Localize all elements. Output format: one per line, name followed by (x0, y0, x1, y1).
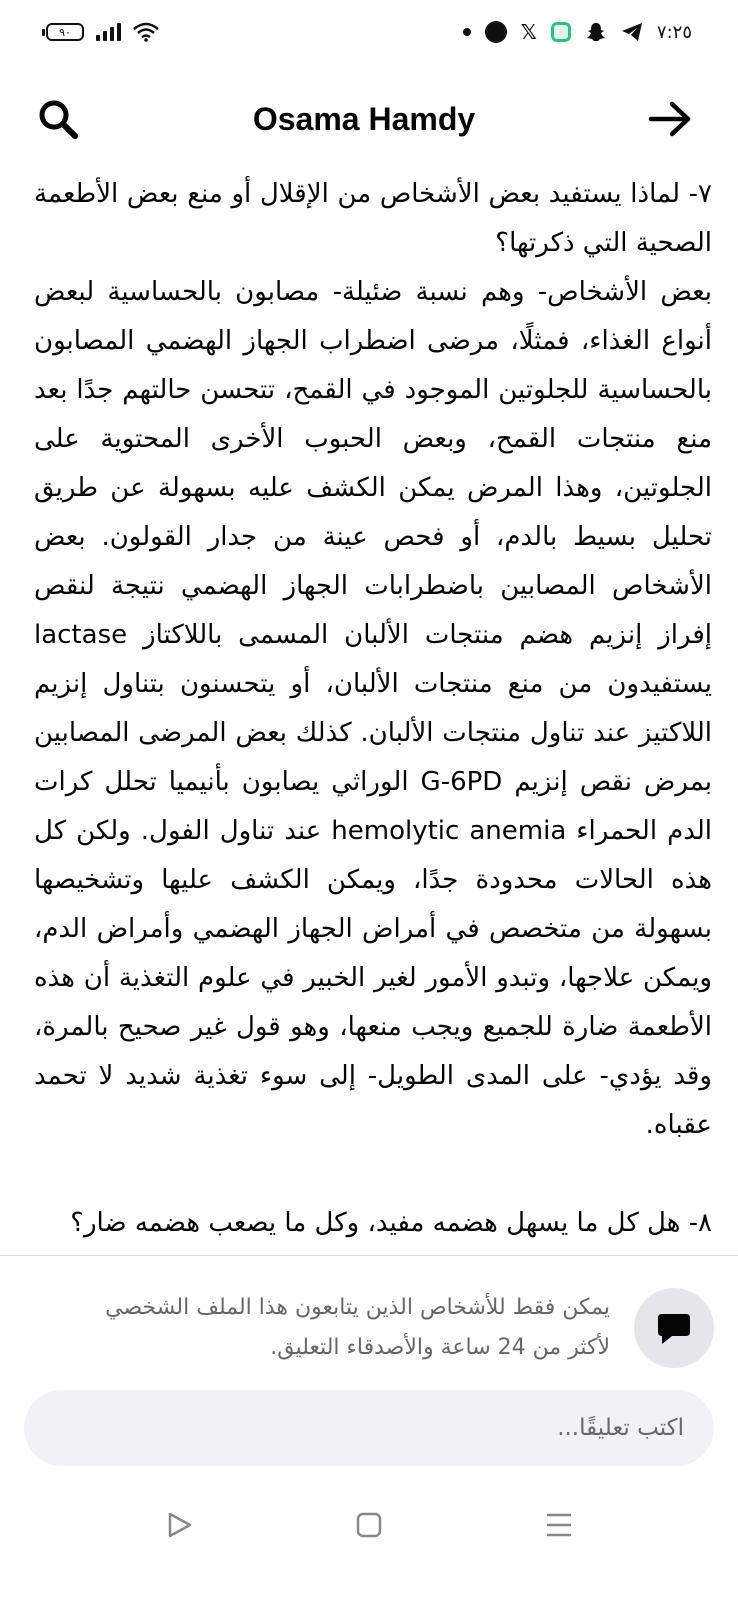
question-7: ٧- لماذا يستفيد بعض الأشخاص من الإقلال أو منع بعض الأطعمة الصحية التي ذكرتها؟ (34, 179, 712, 258)
signal-icon (96, 23, 121, 41)
search-icon (37, 98, 79, 140)
arrow-right-icon (648, 101, 692, 137)
divider (0, 1255, 738, 1256)
back-button[interactable] (648, 97, 692, 141)
post-body (34, 170, 712, 1270)
comment-input[interactable] (24, 1390, 714, 1466)
system-nav-bar (0, 1490, 738, 1560)
app-icon (551, 22, 571, 42)
whatsapp-icon (485, 21, 507, 43)
comment-restriction-notice (24, 1278, 714, 1378)
nav-home-button[interactable] (349, 1505, 389, 1545)
chat-bubble-icon (634, 1288, 714, 1368)
notice-text: يمكن فقط للأشخاص الذين يتابعون هذا الملف الشخصي لأكثر من 24 ساعة والأصدقاء التعليق. (105, 1295, 610, 1360)
menu-lines-icon (545, 1512, 573, 1538)
wifi-icon (133, 22, 159, 42)
answer-7: بعض الأشخاص- وهم نسبة ضئيلة- مصابون بالحساسية لبعض أنواع الغذاء، فمثلًا، مرضى اضطراب الجهاز الهضمي المصابون بالحساسية للجلوتين الموجود في القمح، تتحسن حالتهم جدًا بعد منع منتجات القمح، وبعض الحبوب الأخرى المحتوية على الجلوتين، وهذا المرض يمكن الكشف عليه بسهولة عن طريق تحليل بسيط بالدم، أو فحص عينة من جدار القولون. بعض الأشخاص المصابين باضطرابات الجهاز الهضمي نتيجة لنقص إفراز إنزيم هضم منتجات الألبان المسمى باللاكتاز lactase يستفيدون من منع منتجات الألبان، أو يتحسنون بتناول إنزيم اللاكتيز عند تناول منتجات الألبان. كذلك بعض المرضى المصابين بمرض نقص إنزيم G-6PD الوراثي يصابون بأنيميا تحلل كرات الدم الحمراء hemolytic anemia عند تناول الفول. ولكن كل هذه الحالات محدودة جدًا، ويمكن الكشف عليها وتشخيصها بسهولة من متخصص في أمراض الجهاز الهضمي وأمراض الدم، ويمكن علاجها، وتبدو الأمور لغير الخبير في علوم التغذية أن هذه الأطعمة ضارة للجميع ويجب منعها، وهو قول غير صحيح بالمرة، وقد يؤدي- على المدى الطويل- إلى سوء تغذية شديد لا تحمد عقباه. (34, 277, 712, 1140)
nav-menu-button[interactable] (539, 1505, 579, 1545)
snapchat-icon (585, 21, 607, 43)
x-icon: 𝕏 (520, 20, 537, 44)
back-triangle-icon (165, 1511, 193, 1539)
battery-level: ٩٠ (59, 25, 71, 39)
page-header (0, 84, 738, 154)
page-title: Osama Hamdy (252, 100, 476, 137)
status-bar-left (46, 22, 159, 42)
dot-icon (463, 28, 471, 36)
telegram-icon (621, 22, 643, 42)
battery-icon (46, 23, 84, 41)
question-8: ٨- هل كل ما يسهل هضمه مفيد، وكل ما يصعب هضمه ضار؟ (70, 1208, 712, 1238)
status-bar (0, 0, 738, 64)
comment-placeholder: اكتب تعليقًا... (557, 1415, 684, 1441)
search-button[interactable] (36, 97, 80, 141)
nav-back-button[interactable] (159, 1505, 199, 1545)
status-time: ٧:٢٥ (656, 21, 692, 43)
home-square-icon (356, 1512, 382, 1538)
status-bar-right (463, 21, 692, 43)
